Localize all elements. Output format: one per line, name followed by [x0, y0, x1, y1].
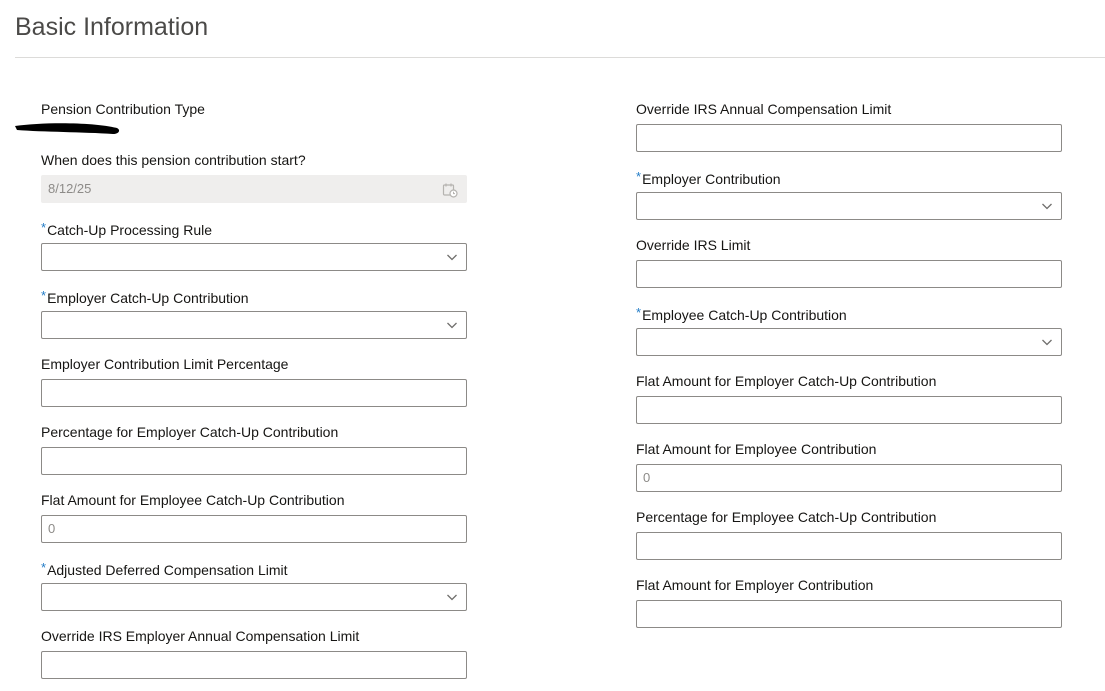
employer-contribution-limit-percentage-label: Employer Contribution Limit Percentage [41, 356, 289, 372]
title-divider [15, 57, 1105, 58]
flat-amount-employer-contribution-label: Flat Amount for Employer Contribution [636, 577, 874, 593]
chevron-down-icon[interactable] [1041, 336, 1053, 348]
start-date-value: 8/12/25 [48, 181, 92, 196]
required-indicator: * [41, 288, 47, 303]
adjusted-deferred-compensation-limit-label: Adjusted Deferred Compensation Limit [47, 562, 288, 578]
calendar-icon[interactable] [442, 182, 458, 198]
catch-up-processing-rule-field [41, 219, 467, 237]
override-irs-employer-annual-compensation-limit-input[interactable] [41, 651, 467, 679]
chevron-down-icon[interactable] [1041, 200, 1053, 212]
flat-amount-employee-contribution-label: Flat Amount for Employee Contribution [636, 441, 877, 457]
employer-contribution-label: Employer Contribution [642, 171, 781, 187]
employee-catch-up-contribution-label: Employee Catch-Up Contribution [642, 307, 847, 323]
required-indicator: * [41, 220, 47, 235]
override-irs-annual-compensation-limit-field [636, 100, 1062, 118]
percentage-employer-catch-up-field [41, 423, 467, 441]
employer-contribution-select[interactable] [636, 192, 1062, 220]
employer-contribution-limit-percentage-field [41, 355, 467, 373]
adjusted-deferred-compensation-limit-select[interactable] [41, 583, 467, 611]
override-irs-limit-input[interactable] [636, 260, 1062, 288]
flat-amount-employer-catch-up-field [636, 372, 1062, 390]
page-title: Basic Information [15, 13, 209, 41]
override-irs-limit-field [636, 236, 1062, 254]
flat-amount-employee-catch-up-value: 0 [48, 521, 56, 536]
start-date-label: When does this pension contribution start? [41, 152, 306, 168]
redaction-mark [13, 120, 123, 138]
catch-up-processing-rule-label: Catch-Up Processing Rule [47, 222, 213, 238]
employer-catch-up-contribution-select[interactable] [41, 311, 467, 339]
adjusted-deferred-compensation-limit-field [41, 559, 467, 577]
percentage-employee-catch-up-input[interactable] [636, 532, 1062, 560]
flat-amount-employee-contribution-value: 0 [643, 470, 651, 485]
employee-catch-up-contribution-select[interactable] [636, 328, 1062, 356]
employer-catch-up-contribution-field [41, 287, 467, 305]
flat-amount-employer-contribution-field [636, 576, 1062, 594]
flat-amount-employee-contribution-field [636, 440, 1062, 485]
override-irs-limit-label: Override IRS Limit [636, 237, 751, 253]
start-date-field [41, 151, 467, 196]
pension-contribution-type-field [41, 100, 467, 118]
override-irs-annual-compensation-limit-input[interactable] [636, 124, 1062, 152]
override-irs-annual-compensation-limit-label: Override IRS Annual Compensation Limit [636, 101, 892, 117]
required-indicator: * [636, 169, 642, 184]
employer-contribution-field [636, 168, 1062, 186]
employer-contribution-limit-percentage-input[interactable] [41, 379, 467, 407]
flat-amount-employee-catch-up-input[interactable] [41, 515, 467, 543]
pension-contribution-type-label: Pension Contribution Type [41, 101, 205, 117]
percentage-employee-catch-up-label: Percentage for Employee Catch-Up Contribution [636, 509, 937, 525]
flat-amount-employer-catch-up-label: Flat Amount for Employer Catch-Up Contribution [636, 373, 937, 389]
chevron-down-icon[interactable] [446, 591, 458, 603]
flat-amount-employee-catch-up-field [41, 491, 467, 536]
flat-amount-employer-catch-up-input[interactable] [636, 396, 1062, 424]
chevron-down-icon[interactable] [446, 251, 458, 263]
flat-amount-employee-catch-up-label: Flat Amount for Employee Catch-Up Contribution [41, 492, 345, 508]
employee-catch-up-contribution-field [636, 304, 1062, 322]
override-irs-employer-annual-compensation-limit-field [41, 627, 467, 645]
percentage-employee-catch-up-field [636, 508, 1062, 526]
flat-amount-employee-contribution-input[interactable] [636, 464, 1062, 492]
required-indicator: * [636, 305, 642, 320]
required-indicator: * [41, 560, 47, 575]
percentage-employer-catch-up-label: Percentage for Employer Catch-Up Contribution [41, 424, 339, 440]
override-irs-employer-annual-compensation-limit-label: Override IRS Employer Annual Compensation Limit [41, 628, 360, 644]
flat-amount-employer-contribution-input[interactable] [636, 600, 1062, 628]
employer-catch-up-contribution-label: Employer Catch-Up Contribution [47, 290, 249, 306]
percentage-employer-catch-up-input[interactable] [41, 447, 467, 475]
start-date-input[interactable] [41, 175, 467, 203]
chevron-down-icon[interactable] [446, 319, 458, 331]
catch-up-processing-rule-select[interactable] [41, 243, 467, 271]
